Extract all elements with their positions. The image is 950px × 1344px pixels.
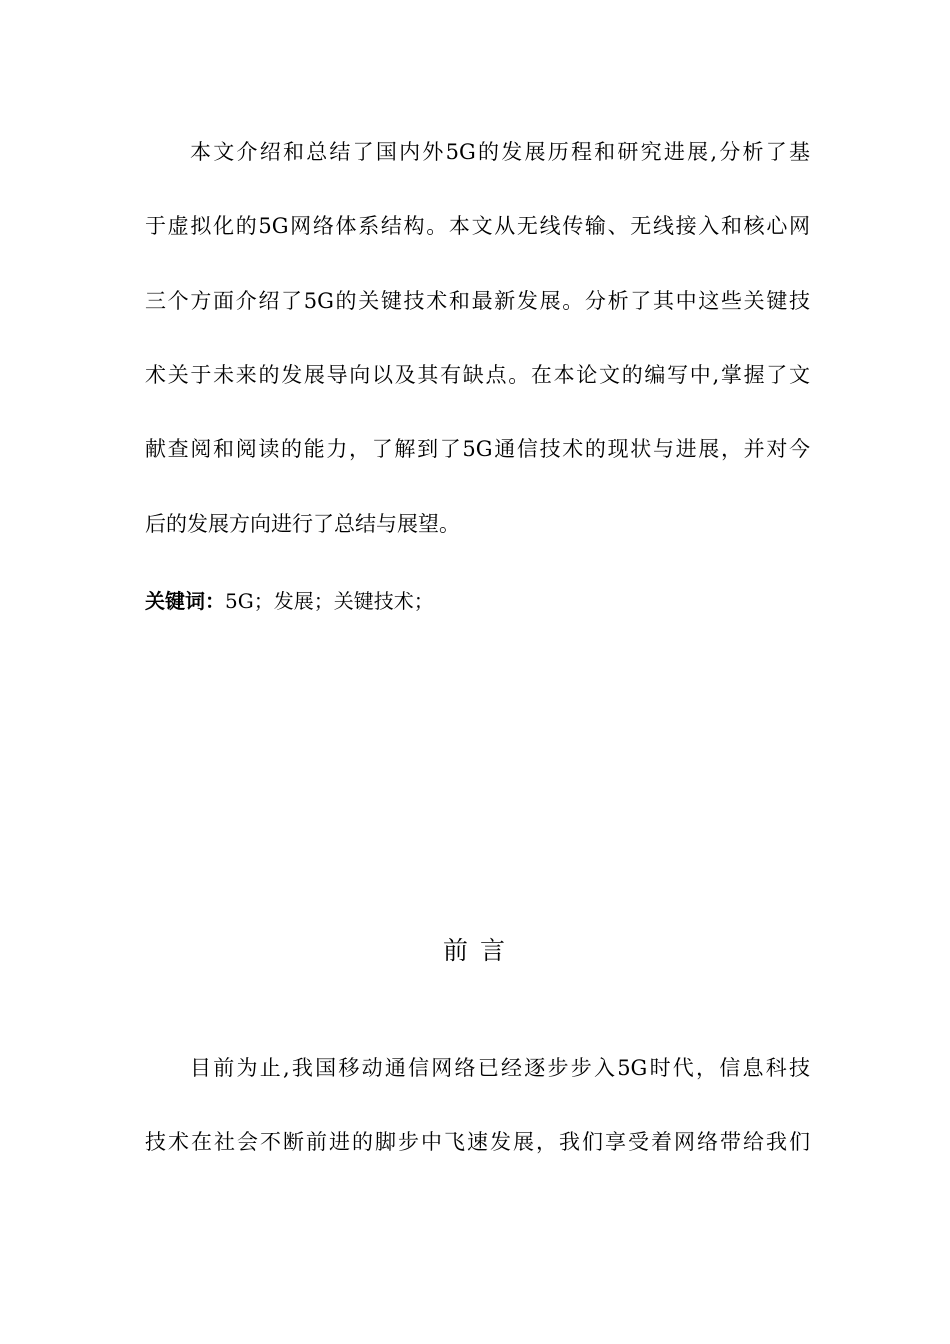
abstract-line-2: 于虚拟化的5G网络体系结构。本文从无线传输、无线接入和核心网 — [145, 214, 810, 238]
keywords-line — [145, 586, 434, 616]
abstract-line-6: 后的发展方向进行了总结与展望。 — [145, 512, 460, 536]
abstract-line-3: 三个方面介绍了5G的关键技术和最新发展。分析了其中这些关键技 — [145, 289, 810, 313]
keywords-value: 5G；发展；关键技术； — [225, 589, 434, 613]
preface-line-2: 技术在社会不断前进的脚步中飞速发展，我们享受着网络带给我们 — [145, 1130, 810, 1154]
section-title-preface: 前 言 — [443, 936, 507, 965]
abstract-line-4: 术关于未来的发展导向以及其有缺点。在本论文的编写中,掌握了文 — [145, 363, 810, 387]
abstract-line-1: 本文介绍和总结了国内外5G的发展历程和研究进展,分析了基 — [190, 140, 810, 164]
preface-line-1: 目前为止,我国移动通信网络已经逐步步入5G时代，信息科技 — [190, 1056, 810, 1080]
abstract-line-5: 献查阅和阅读的能力，了解到了5G通信技术的现状与进展，并对今 — [145, 437, 810, 461]
keywords-label: 关键词： — [145, 589, 225, 613]
